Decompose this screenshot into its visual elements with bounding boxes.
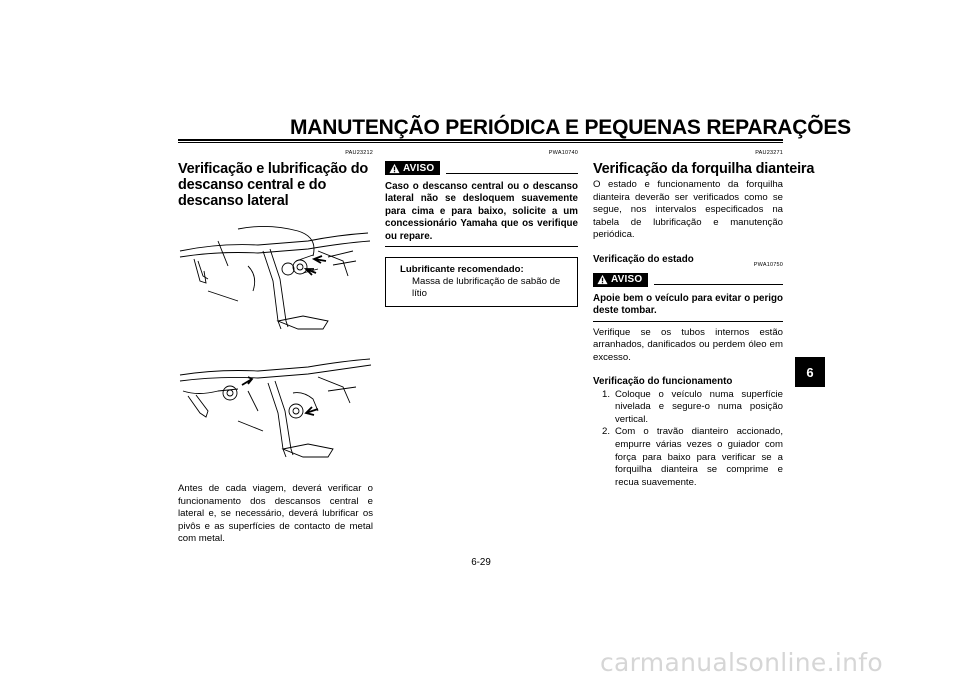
header-rule	[178, 139, 783, 141]
state-text: Verifique se os tubos internos estão arranhados, danificados ou perdem óleo em excesso.	[593, 326, 783, 363]
warning-label: AVISO	[403, 162, 435, 174]
centerstand-illustration	[178, 221, 373, 343]
section-title-stands: Verificação e lubrificação do descanso central e do descanso lateral	[178, 161, 369, 209]
watermark: carmanualsonline.info	[600, 648, 883, 677]
chapter-tab: 6	[795, 357, 825, 387]
fork-warning-badge	[593, 273, 648, 287]
middle-column	[385, 150, 578, 307]
fork-warning-label: AVISO	[611, 274, 643, 286]
state-heading: Verificação do estado	[593, 253, 694, 265]
fork-warning-header	[593, 273, 783, 287]
list-item: 2. Com o travão dianteiro accionado, empurre várias vezes o guiador com força para baixo para verificar se a forquilha dianteira se comprime e recua suavemente.	[601, 426, 783, 488]
warning-triangle-icon	[597, 274, 608, 285]
lubricant-title: Lubrificante recomendado:	[400, 264, 524, 276]
fork-warning-text: Apoie bem o veículo para evitar o perigo deste tombar.	[593, 292, 783, 317]
warning-code-fork: PWA10750	[753, 261, 783, 268]
warning-badge	[385, 161, 440, 175]
page-header-title: MANUTENÇÃO PERIÓDICA E PEQUENAS REPARAÇÕES	[290, 116, 851, 139]
fork-intro-text: O estado e funcionamento da forquilha dianteira deverão ser verificados como se segue, nos intervalos especificados na tabela de lubrificação e manutenção periódica.	[593, 179, 783, 241]
warning-code: PWA10740	[548, 150, 578, 156]
warning-bottom-rule	[385, 246, 578, 247]
lubricant-value: Massa de lubrificação de sabão de lítio	[412, 276, 561, 300]
left-column	[178, 150, 373, 546]
page-number: 6-29	[471, 557, 491, 568]
lubricant-box	[385, 257, 578, 307]
function-heading: Verificação do funcionamento	[593, 375, 733, 387]
warning-rule	[446, 173, 578, 174]
header-rule-thin	[178, 142, 783, 143]
function-steps	[593, 389, 783, 490]
fork-warning-rule	[654, 284, 783, 285]
stands-body-text: Antes de cada viagem, deverá verificar o funcionamento dos descansos central e lateral e, se necessário, deverá lubrificar os pivôs e as superfícies de contacto de metal com metal.	[178, 483, 373, 545]
warning-header	[385, 161, 578, 175]
warning-triangle-icon	[389, 163, 400, 174]
list-item: 1. Coloque o veículo numa superfície nivelada e segure-o numa posição vertical.	[601, 388, 783, 425]
right-column	[593, 150, 815, 489]
section-title-fork: Verificação da forquilha dianteira	[593, 161, 815, 177]
section-code-fork: PAU23271	[755, 150, 783, 156]
section-code: PAU23212	[345, 150, 373, 156]
sidestand-illustration	[178, 351, 373, 473]
fork-warning-bottom-rule	[593, 321, 783, 322]
warning-text: Caso o descanso central ou o descanso lateral não se desloquem suavemente para cima e para baixo, solicite a um concessionário Yamaha que os verifique ou repare.	[385, 181, 578, 242]
